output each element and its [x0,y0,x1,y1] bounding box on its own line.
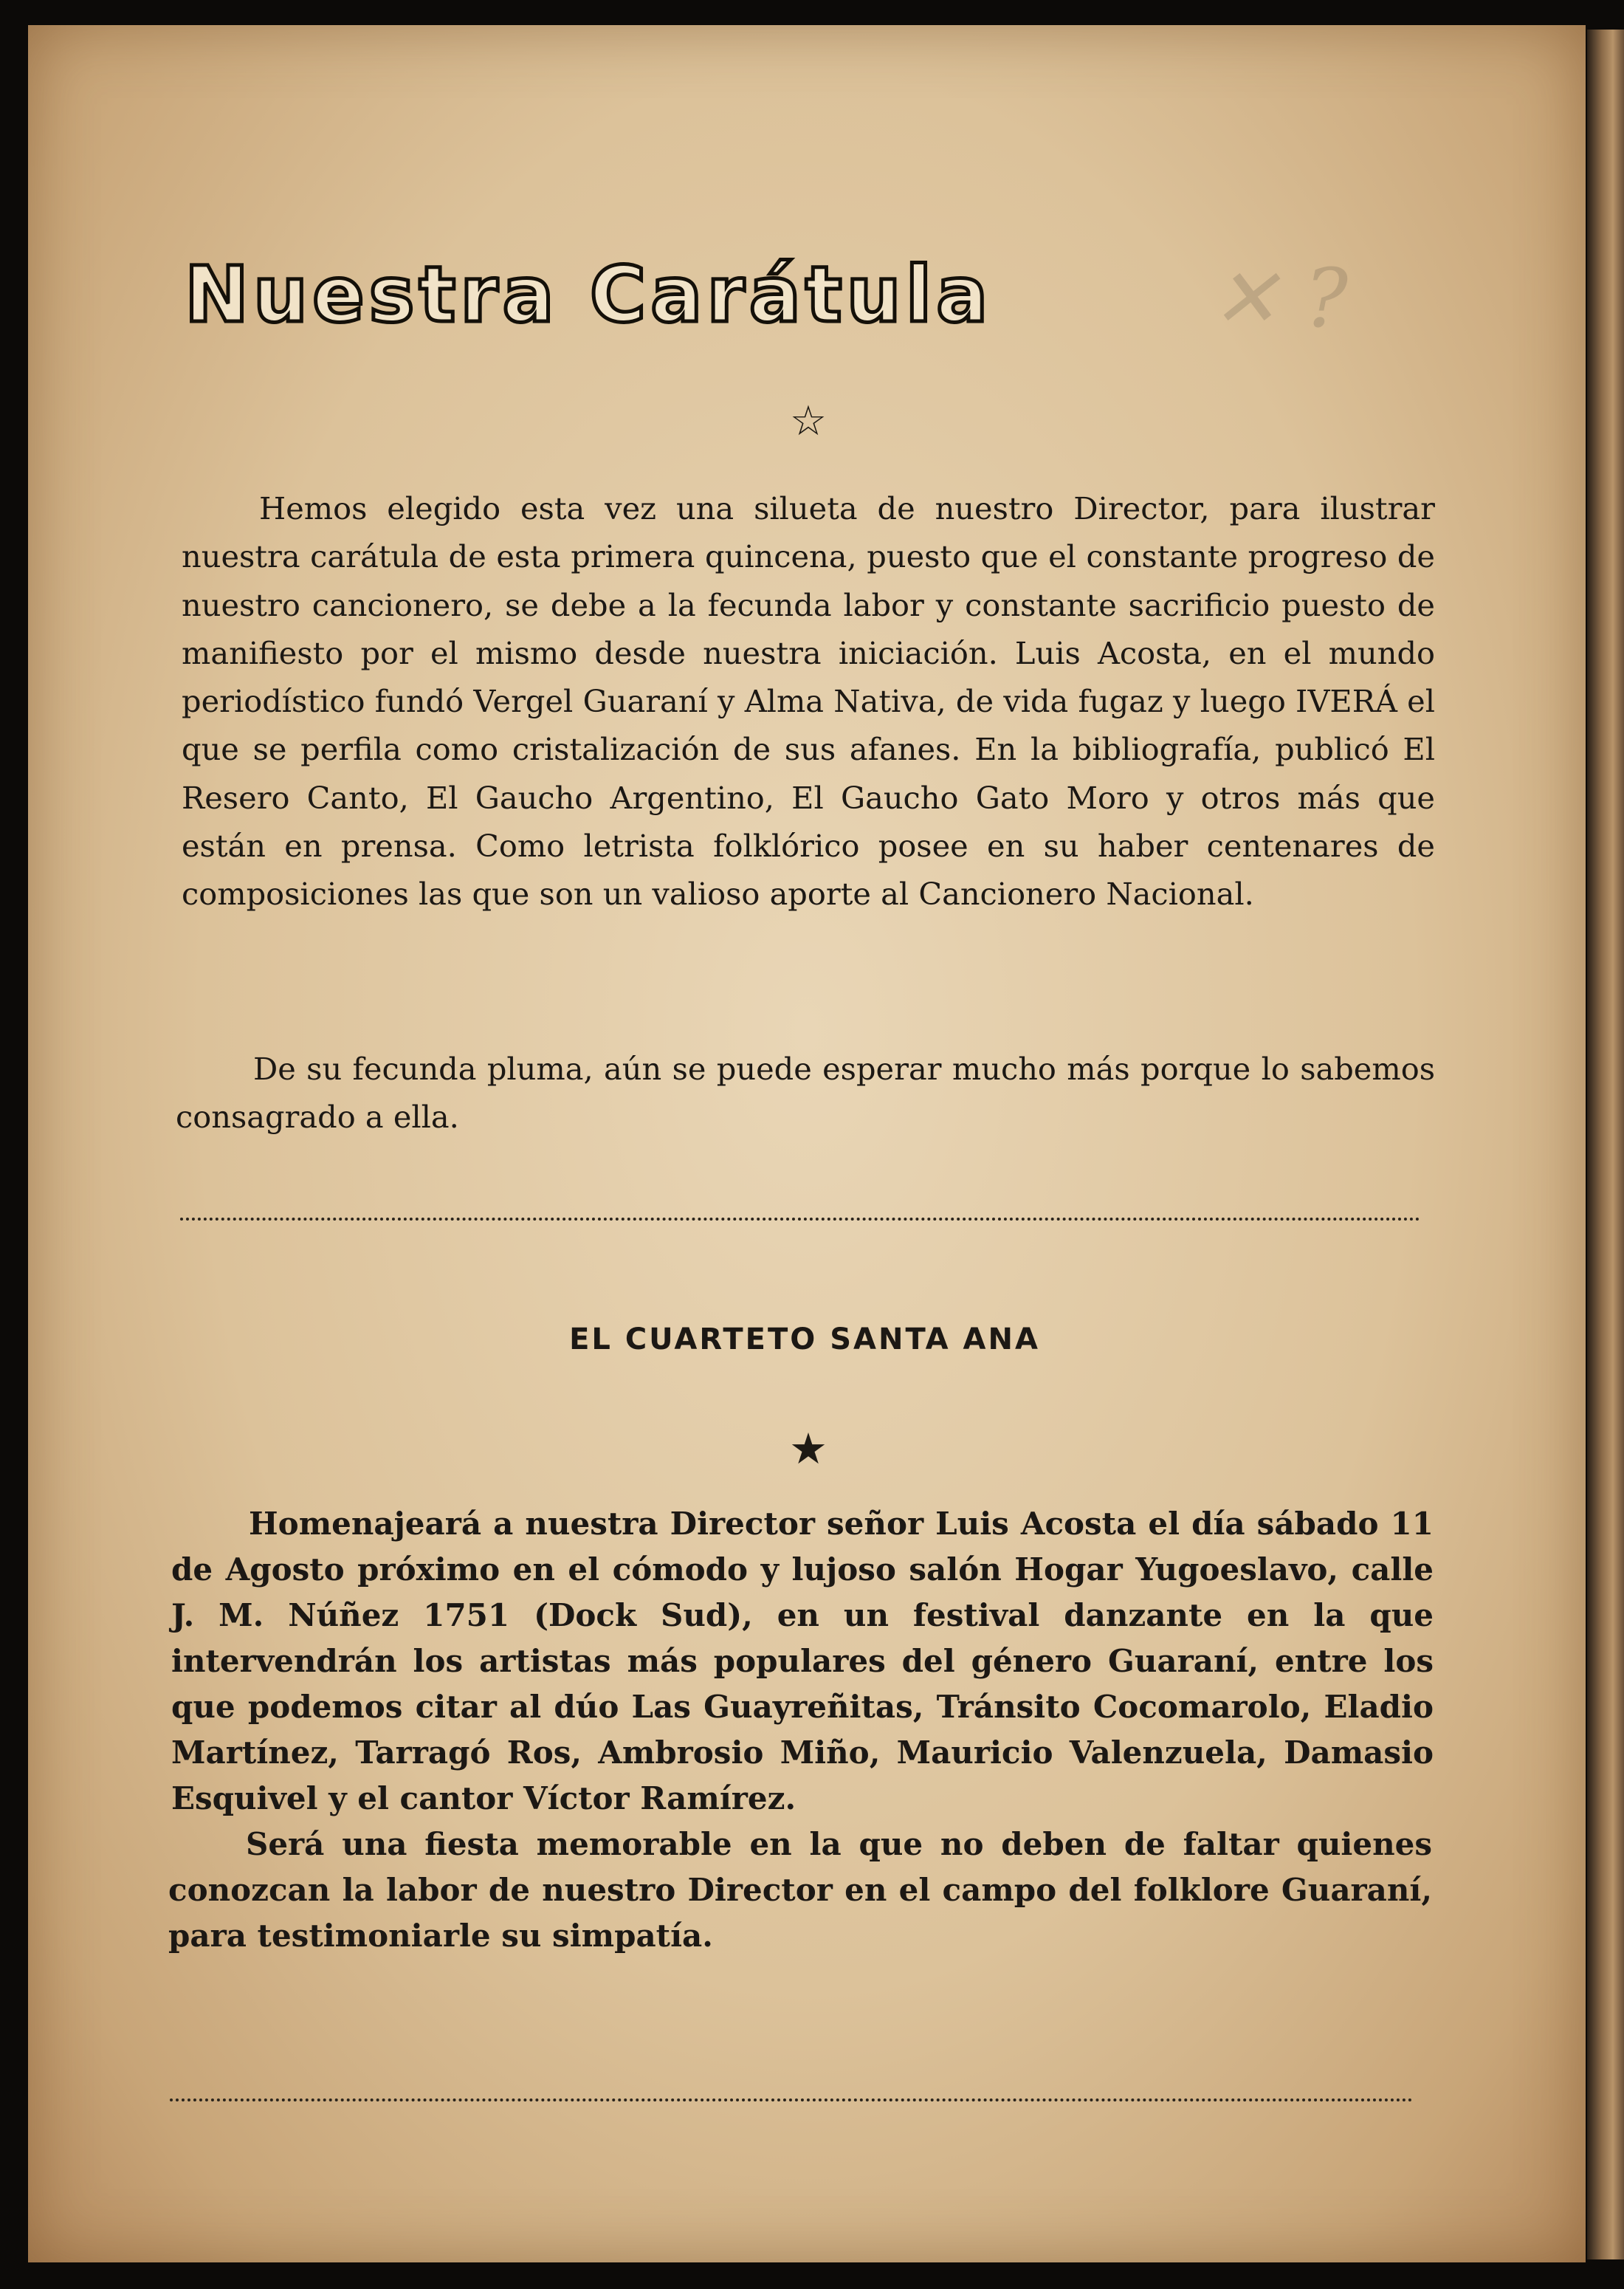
book-spine [1587,30,1624,2259]
section-heading: EL CUARTETO SANTA ANA [569,1322,1040,1356]
dotted-divider [180,1218,1420,1221]
star-filled-icon: ★ [789,1424,828,1474]
announcement-paragraph: Homenajeará a nuestra Director señor Luis Acosta el día sábado 11 de Agosto próximo en el cómodo y lujoso salón Hogar Yugoeslavo, calle J. M. Núñez 1751 (Dock Sud), en un festival danzante en la que intervendrán los artistas más populares del género Guaraní, entre los que podemos citar al dúo Las Guayreñitas, Tránsito Cocomarolo, Eladio Martínez, Tarragó Ros, Ambrosio Miño, Mauricio Valenzuela, Damasio Esquivel y el cantor Víctor Ramírez. [171,1506,1434,1816]
dotted-divider [170,2098,1413,2101]
pencil-annotation: ✕ ? [1211,251,1349,346]
article-paragraph: Hemos elegido esta vez una silueta de nuestro Director, para ilustrar nuestra carátula de esta primera quincena, puesto que el constante progreso de nuestro cancionero, se debe a la fecunda labor y constante sacrificio puesto de manifiesto por el mismo desde nuestra iniciación. Luis Acosta, en el mundo periodístico fundó Vergel Guaraní y Alma Nativa, de vida fugaz y luego IVERÁ el que se perfila como cristalización de sus afanes. En la bibliografía, publicó El Resero Canto, El Gaucho Argentino, El Gaucho Gato Moro y otros más que están en prensa. Como letrista folklórico posee en su haber centenares de composiciones las que son un valioso aporte al Cancionero Nacional. [182,490,1435,913]
article-paragraph: De su fecunda pluma, aún se puede esperar mucho más porque lo sabemos consagrado a ella. [176,1051,1435,1136]
page-title: Nuestra Carátula [185,250,993,340]
announcement-paragraph: Será una fiesta memorable en la que no deben de faltar quienes conozcan la labor de nuestro Director en el campo del folklore Guaraní, para testimoniarle su simpatía. [168,1826,1432,1954]
star-outline-icon: ☆ [789,397,828,445]
